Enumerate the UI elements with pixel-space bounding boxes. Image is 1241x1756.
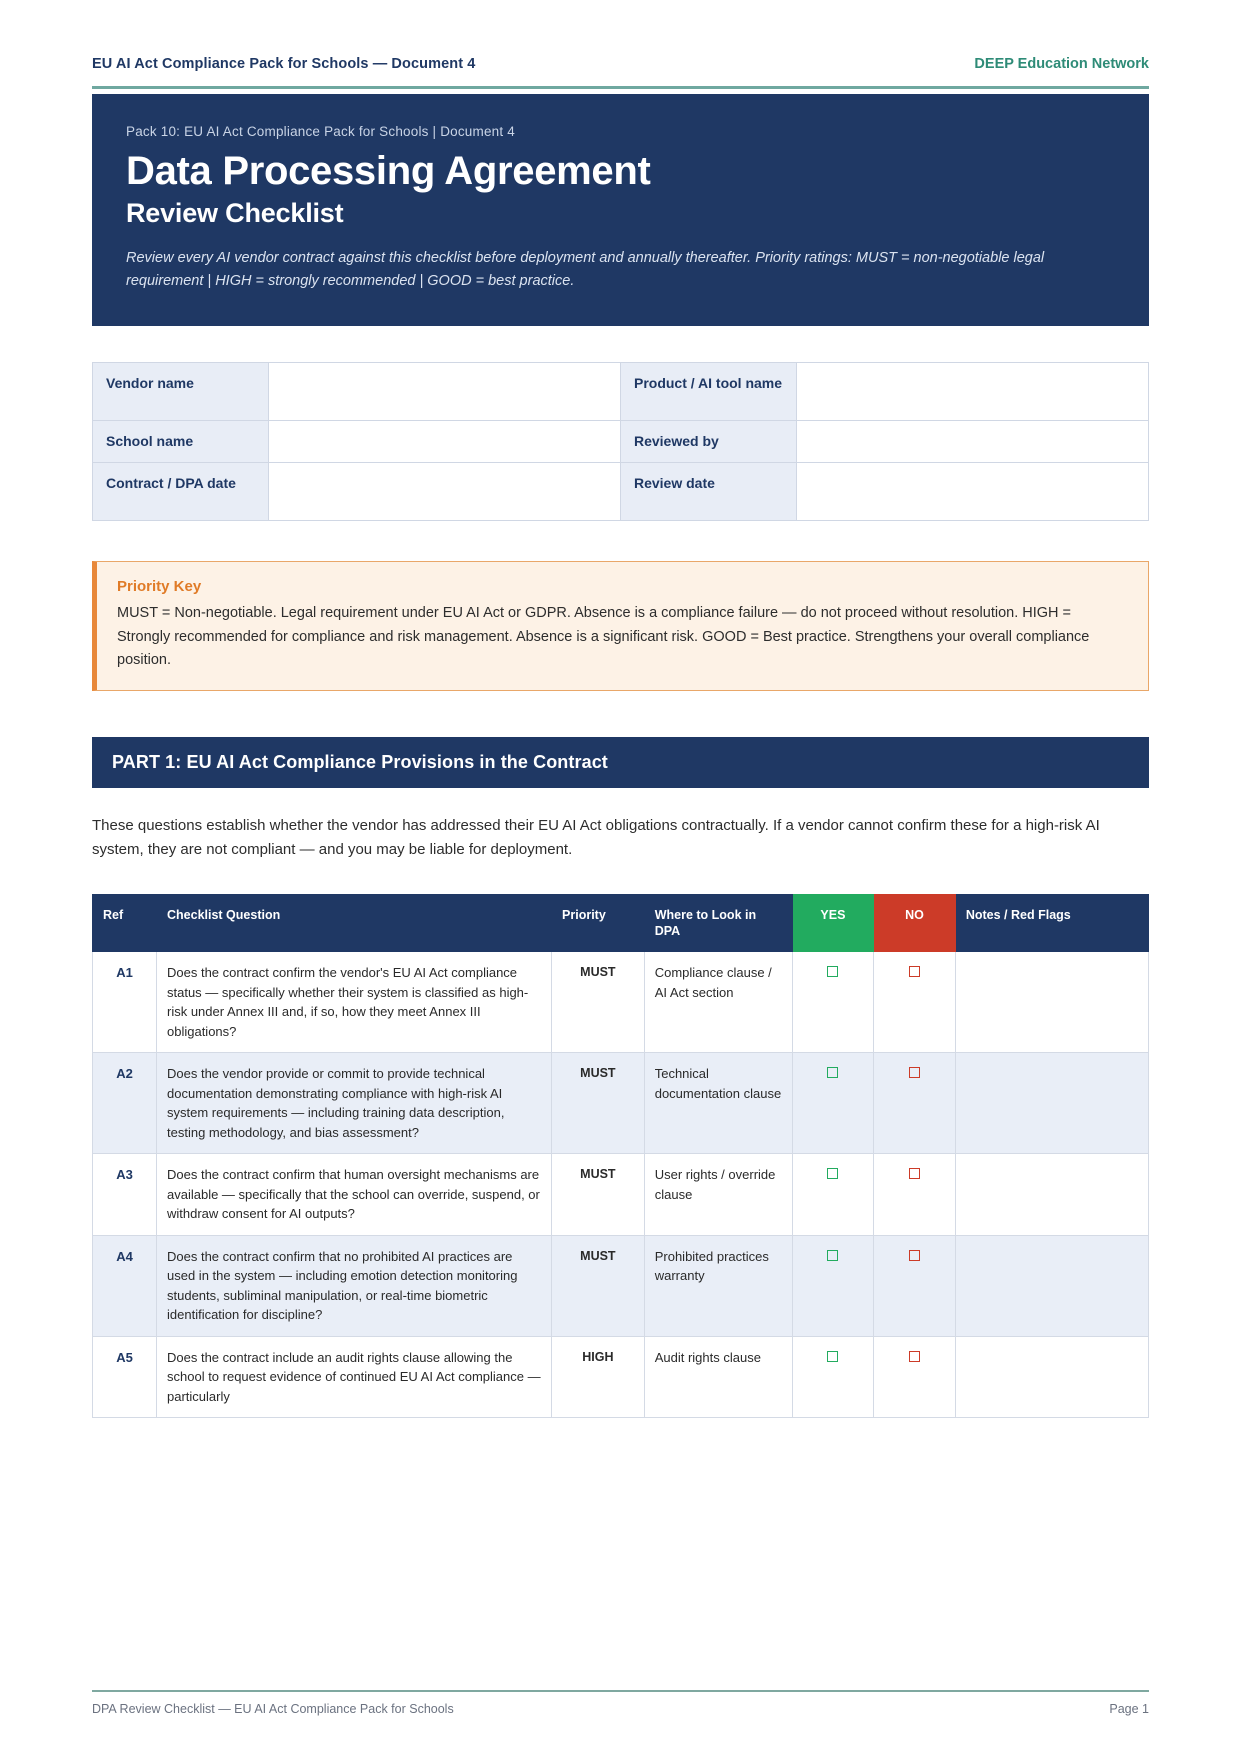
meta-label-vendor-name: Vendor name — [93, 363, 269, 421]
cell-yes-checkbox[interactable] — [792, 1053, 874, 1154]
page-subtitle: Review Checklist — [126, 198, 344, 228]
priority-key-title: Priority Key — [117, 578, 202, 596]
table-row — [93, 463, 1149, 521]
meta-field-contract-date[interactable] — [268, 463, 620, 521]
banner-kicker: Pack 10: EU AI Act Compliance Pack for Schools | Document 4 — [126, 124, 515, 139]
checkbox-yes-icon[interactable] — [827, 1351, 838, 1362]
meta-field-reviewed-by[interactable] — [796, 421, 1148, 463]
cell-no-checkbox[interactable] — [874, 952, 956, 1053]
table-row — [93, 952, 1149, 1053]
header-divider — [92, 86, 1149, 89]
cell-question: Does the vendor provide or commit to provide technical documentation demonstrating compliance with high-risk AI system requirements — including training data description, testing methodology, and bias assessment? — [157, 1053, 552, 1154]
cell-ref: A2 — [93, 1053, 157, 1154]
cell-notes[interactable] — [955, 1053, 1148, 1154]
meta-field-product-name[interactable] — [796, 363, 1148, 421]
cell-priority: HIGH — [552, 1336, 645, 1418]
meta-field-school-name[interactable] — [268, 421, 620, 463]
cell-yes-checkbox[interactable] — [792, 1235, 874, 1336]
running-header-right: DEEP Education Network — [974, 56, 1149, 72]
cell-where: Audit rights clause — [644, 1336, 792, 1418]
cell-no-checkbox[interactable] — [874, 1336, 956, 1418]
cell-notes[interactable] — [955, 952, 1148, 1053]
checklist-table — [92, 894, 1149, 1419]
cell-where: Compliance clause / AI Act section — [644, 952, 792, 1053]
cell-priority: MUST — [552, 1154, 645, 1236]
cell-yes-checkbox[interactable] — [792, 952, 874, 1053]
checkbox-yes-icon[interactable] — [827, 966, 838, 977]
cell-priority: MUST — [552, 952, 645, 1053]
banner-note: Review every AI vendor contract against this checklist before deployment and annually thereafter. Priority ratings: MUST = non-negotiable legal requirement | HIGH = strongly recommended | GOOD = best practice. — [126, 250, 1045, 289]
meta-label-school-name: School name — [93, 421, 269, 463]
column-header-yes: YES — [792, 894, 874, 952]
cell-question: Does the contract include an audit rights clause allowing the school to request evidence of continued EU AI Act compliance — particularly — [157, 1336, 552, 1418]
column-header-where: Where to Look in DPA — [644, 894, 792, 952]
table-row — [93, 363, 1149, 421]
checkbox-no-icon[interactable] — [909, 1168, 920, 1179]
meta-label-contract-date: Contract / DPA date — [93, 463, 269, 521]
cell-where: User rights / override clause — [644, 1154, 792, 1236]
cell-no-checkbox[interactable] — [874, 1154, 956, 1236]
checkbox-yes-icon[interactable] — [827, 1067, 838, 1078]
footer-left-text: DPA Review Checklist — EU AI Act Compliance Pack for Schools — [92, 1702, 454, 1716]
meta-label-product-name: Product / AI tool name — [620, 363, 796, 421]
document-meta-table — [92, 362, 1149, 521]
cell-where: Technical documentation clause — [644, 1053, 792, 1154]
cell-notes[interactable] — [955, 1235, 1148, 1336]
cell-question: Does the contract confirm that no prohibited AI practices are used in the system — including emotion detection monitoring students, subliminal manipulation, or real-time biometric identification for discipline? — [157, 1235, 552, 1336]
cell-notes[interactable] — [955, 1154, 1148, 1236]
cell-where: Prohibited practices warranty — [644, 1235, 792, 1336]
title-banner — [92, 94, 1149, 326]
table-row — [93, 1235, 1149, 1336]
cell-question: Does the contract confirm the vendor's EU AI Act compliance status — specifically whether their system is classified as high-risk under Annex III and, if so, how they meet Annex III obligations? — [157, 952, 552, 1053]
checkbox-no-icon[interactable] — [909, 966, 920, 977]
table-row — [93, 1336, 1149, 1418]
meta-label-reviewed-by: Reviewed by — [620, 421, 796, 463]
column-header-no: NO — [874, 894, 956, 952]
cell-yes-checkbox[interactable] — [792, 1336, 874, 1418]
cell-yes-checkbox[interactable] — [792, 1154, 874, 1236]
table-row — [93, 1053, 1149, 1154]
running-header-left: EU AI Act Compliance Pack for Schools — Document 4 — [92, 56, 476, 72]
cell-priority: MUST — [552, 1053, 645, 1154]
footer-divider — [92, 1690, 1149, 1692]
table-header-row — [93, 894, 1149, 952]
cell-ref: A1 — [93, 952, 157, 1053]
page-footer — [92, 1690, 1149, 1716]
column-header-priority: Priority — [552, 894, 645, 952]
cell-ref: A5 — [93, 1336, 157, 1418]
cell-question: Does the contract confirm that human oversight mechanisms are available — specifically that the school can override, suspend, or withdraw consent for AI outputs? — [157, 1154, 552, 1236]
page-title: Data Processing Agreement — [126, 149, 651, 193]
column-header-notes: Notes / Red Flags — [955, 894, 1148, 952]
running-header — [92, 56, 1149, 86]
checkbox-no-icon[interactable] — [909, 1351, 920, 1362]
priority-key-body: MUST = Non-negotiable. Legal requirement under EU AI Act or GDPR. Absence is a compliance failure — do not proceed without resolution. HIGH = Strongly recommended for compliance and risk management. Absence is a significant risk. GOOD = Best practice. Strengthens your overall compliance position. — [117, 605, 1090, 668]
meta-field-vendor-name[interactable] — [268, 363, 620, 421]
column-header-ref: Ref — [93, 894, 157, 952]
table-row — [93, 1154, 1149, 1236]
checkbox-no-icon[interactable] — [909, 1250, 920, 1261]
meta-field-review-date[interactable] — [796, 463, 1148, 521]
cell-priority: MUST — [552, 1235, 645, 1336]
cell-ref: A3 — [93, 1154, 157, 1236]
cell-no-checkbox[interactable] — [874, 1053, 956, 1154]
table-row — [93, 421, 1149, 463]
footer-page-number: Page 1 — [1109, 1702, 1149, 1716]
cell-ref: A4 — [93, 1235, 157, 1336]
checkbox-no-icon[interactable] — [909, 1067, 920, 1078]
section-intro-paragraph: These questions establish whether the vendor has addressed their EU AI Act obligations contractually. If a vendor cannot confirm these for a high-risk AI system, they are not compliant — and you may be liable for deployment. — [92, 816, 1100, 858]
section-banner-part-1: PART 1: EU AI Act Compliance Provisions in the Contract — [92, 737, 1149, 788]
column-header-question: Checklist Question — [157, 894, 552, 952]
priority-key-callout — [92, 561, 1149, 691]
checkbox-yes-icon[interactable] — [827, 1250, 838, 1261]
cell-no-checkbox[interactable] — [874, 1235, 956, 1336]
meta-label-review-date: Review date — [620, 463, 796, 521]
cell-notes[interactable] — [955, 1336, 1148, 1418]
checkbox-yes-icon[interactable] — [827, 1168, 838, 1179]
